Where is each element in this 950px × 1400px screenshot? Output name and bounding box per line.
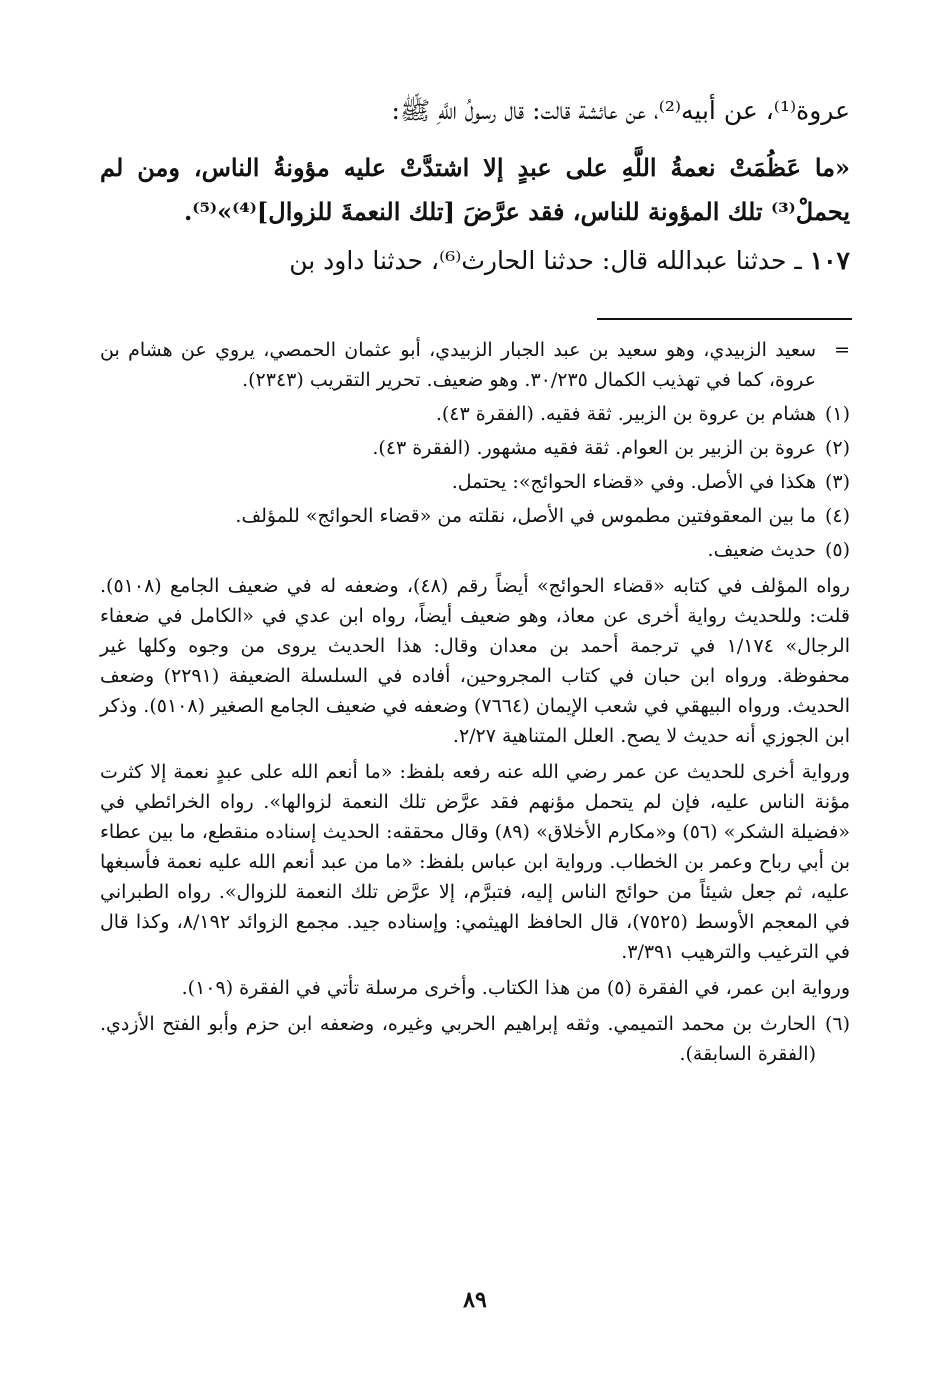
footnote-3 xyxy=(100,467,850,497)
paragraph-107-text: ـ حدثنا عبدالله قال: حدثنا الحارث⁽⁶⁾، حدثنا داود بن xyxy=(289,246,802,275)
page-number: ٨٩ xyxy=(463,1287,487,1313)
footnote-4 xyxy=(100,501,850,531)
footnote-text: الحارث بن محمد التميمي. وثقه إبراهيم الحربي وغيره، وضعفه ابن حزم وأبو الفتح الأزدي. (الفقرة السابقة). xyxy=(100,1013,816,1065)
hadith-block xyxy=(100,146,850,234)
footnote-number: (٦) xyxy=(824,1013,850,1035)
footnote-number: (٢) xyxy=(824,437,850,459)
main-line-1: عروة⁽¹⁾، عن أبيه⁽²⁾، عن عائشة قالت: قال رسولُ اللَّهِ ﷺ: xyxy=(391,96,850,125)
footnote-text: هشام بن عروة بن الزبير. ثقة فقيه. (الفقرة ٤٣). xyxy=(435,403,816,425)
footnote-text: عروة بن الزبير بن العوام. ثقة فقيه مشهور. (الفقرة ٤٣). xyxy=(372,437,816,459)
footnote-text: حديث ضعيف. xyxy=(707,539,816,561)
footnote-2 xyxy=(100,433,850,463)
footnote-1 xyxy=(100,399,850,429)
main-line-107 xyxy=(100,234,850,288)
footnote-continuation xyxy=(100,335,850,395)
footnotes xyxy=(100,335,850,1073)
footnote-5-paragraph-3: ورواية ابن عمر، في الفقرة (٥) من هذا الكتاب. وأخرى مرسلة تأتي في الفقرة (١٠٩). xyxy=(181,977,850,999)
footnote-number: (١) xyxy=(824,403,850,425)
footnote-5 xyxy=(100,535,850,565)
footnote-5-paragraph-1: رواه المؤلف في كتابه «قضاء الحوائج» أيضاً رقم (٤٨)، وضعفه له في ضعيف الجامع (٥١٠٨). قلت: وللحديث رواية أخرى عن معاذ، وهو ضعيف أيضاً، رواه ابن عدي في «الكامل في ضعفاء الرجال» ١/١٧٤ في ترجمة أحمد بن معدان وقال: هذا الحديث يروى من وجوه وكلها غير محفوظة. ورواه ابن حبان في كتاب المجروحين، أفاده في السلسلة الضعيفة (٢٢٩١) وضعف الحديث. ورواه البيهقي في شعب الإيمان (٧٦٦٤) وضعفه في ضعيف الجامع الصغير (٥١٠٨). وذكر ابن الجوزي أنه حديث لا يصح. العلل المتناهية ٢/٢٧. xyxy=(100,575,850,747)
footnote-5-paragraph-2: ورواية أخرى للحديث عن عمر رضي الله عنه رفعه بلفظ: «ما أنعم الله على عبدٍ نعمة إلا كثرت مؤنة الناس عليه، فإن لم يتحمل مؤنهم فقد عرَّض تلك النعمة لزوالها». رواه الخرائطي في «فضيلة الشكر» (٥٦) و«مكارم الأخلاق» (٨٩) وقال محققه: الحديث إسناده منقطع، ما بين عطاء بن أبي رباح وعمر بن الخطاب. ورواية ابن عباس بلفظ: «ما من عبد أنعم الله عليه نعمة فأسبغها عليه، ثم جعل شيئاً من حوائج الناس إليه، فتبرَّم، إلا عرَّض تلك النعمة للزوال». رواه الطبراني في المعجم الأوسط (٧٥٢٥)، قال الحافظ الهيثمي: وإسناده جيد. مجمع الزوائد ٨/١٩٢، وكذا قال في الترغيب والترهيب ٣/٣٩١. xyxy=(100,761,850,963)
footnote-text: ما بين المعقوفتين مطموس في الأصل، نقلته من «قضاء الحوائج» للمؤلف. xyxy=(235,505,816,527)
hadith-text: «ما عَظُمَتْ نعمةُ اللَّهِ على عبدٍ إلا اشتدَّتْ عليه مؤونةُ الناس، ومن لم يحملْ⁽³⁾ تلك المؤونة للناس، فقد عرَّضَ [تلك النعمةَ للزوال]⁽⁴⁾»⁽⁵⁾. xyxy=(100,153,850,226)
footnote-number: (٥) xyxy=(824,539,850,561)
footnote-number: (٣) xyxy=(824,471,850,493)
footnote-separator xyxy=(597,318,852,320)
footnote-text: سعيد الزبيدي، وهو سعيد بن عبد الجبار الزبيدي، أبو عثمان الحمصي، يروي عن هشام بن عروة، كما في تهذيب الكمال ٣٠/٢٣٥. وهو ضعيف. تحرير التقريب (٢٣٤٣). xyxy=(100,339,816,391)
footnote-text: هكذا في الأصل. وفي «قضاء الحوائج»: يحتمل. xyxy=(451,471,816,493)
paragraph-number: ١٠٧ xyxy=(809,246,850,275)
footnote-number: (٤) xyxy=(824,505,850,527)
footnote-6 xyxy=(100,1009,850,1069)
main-text xyxy=(100,80,850,288)
continuation-mark: = xyxy=(834,339,850,361)
